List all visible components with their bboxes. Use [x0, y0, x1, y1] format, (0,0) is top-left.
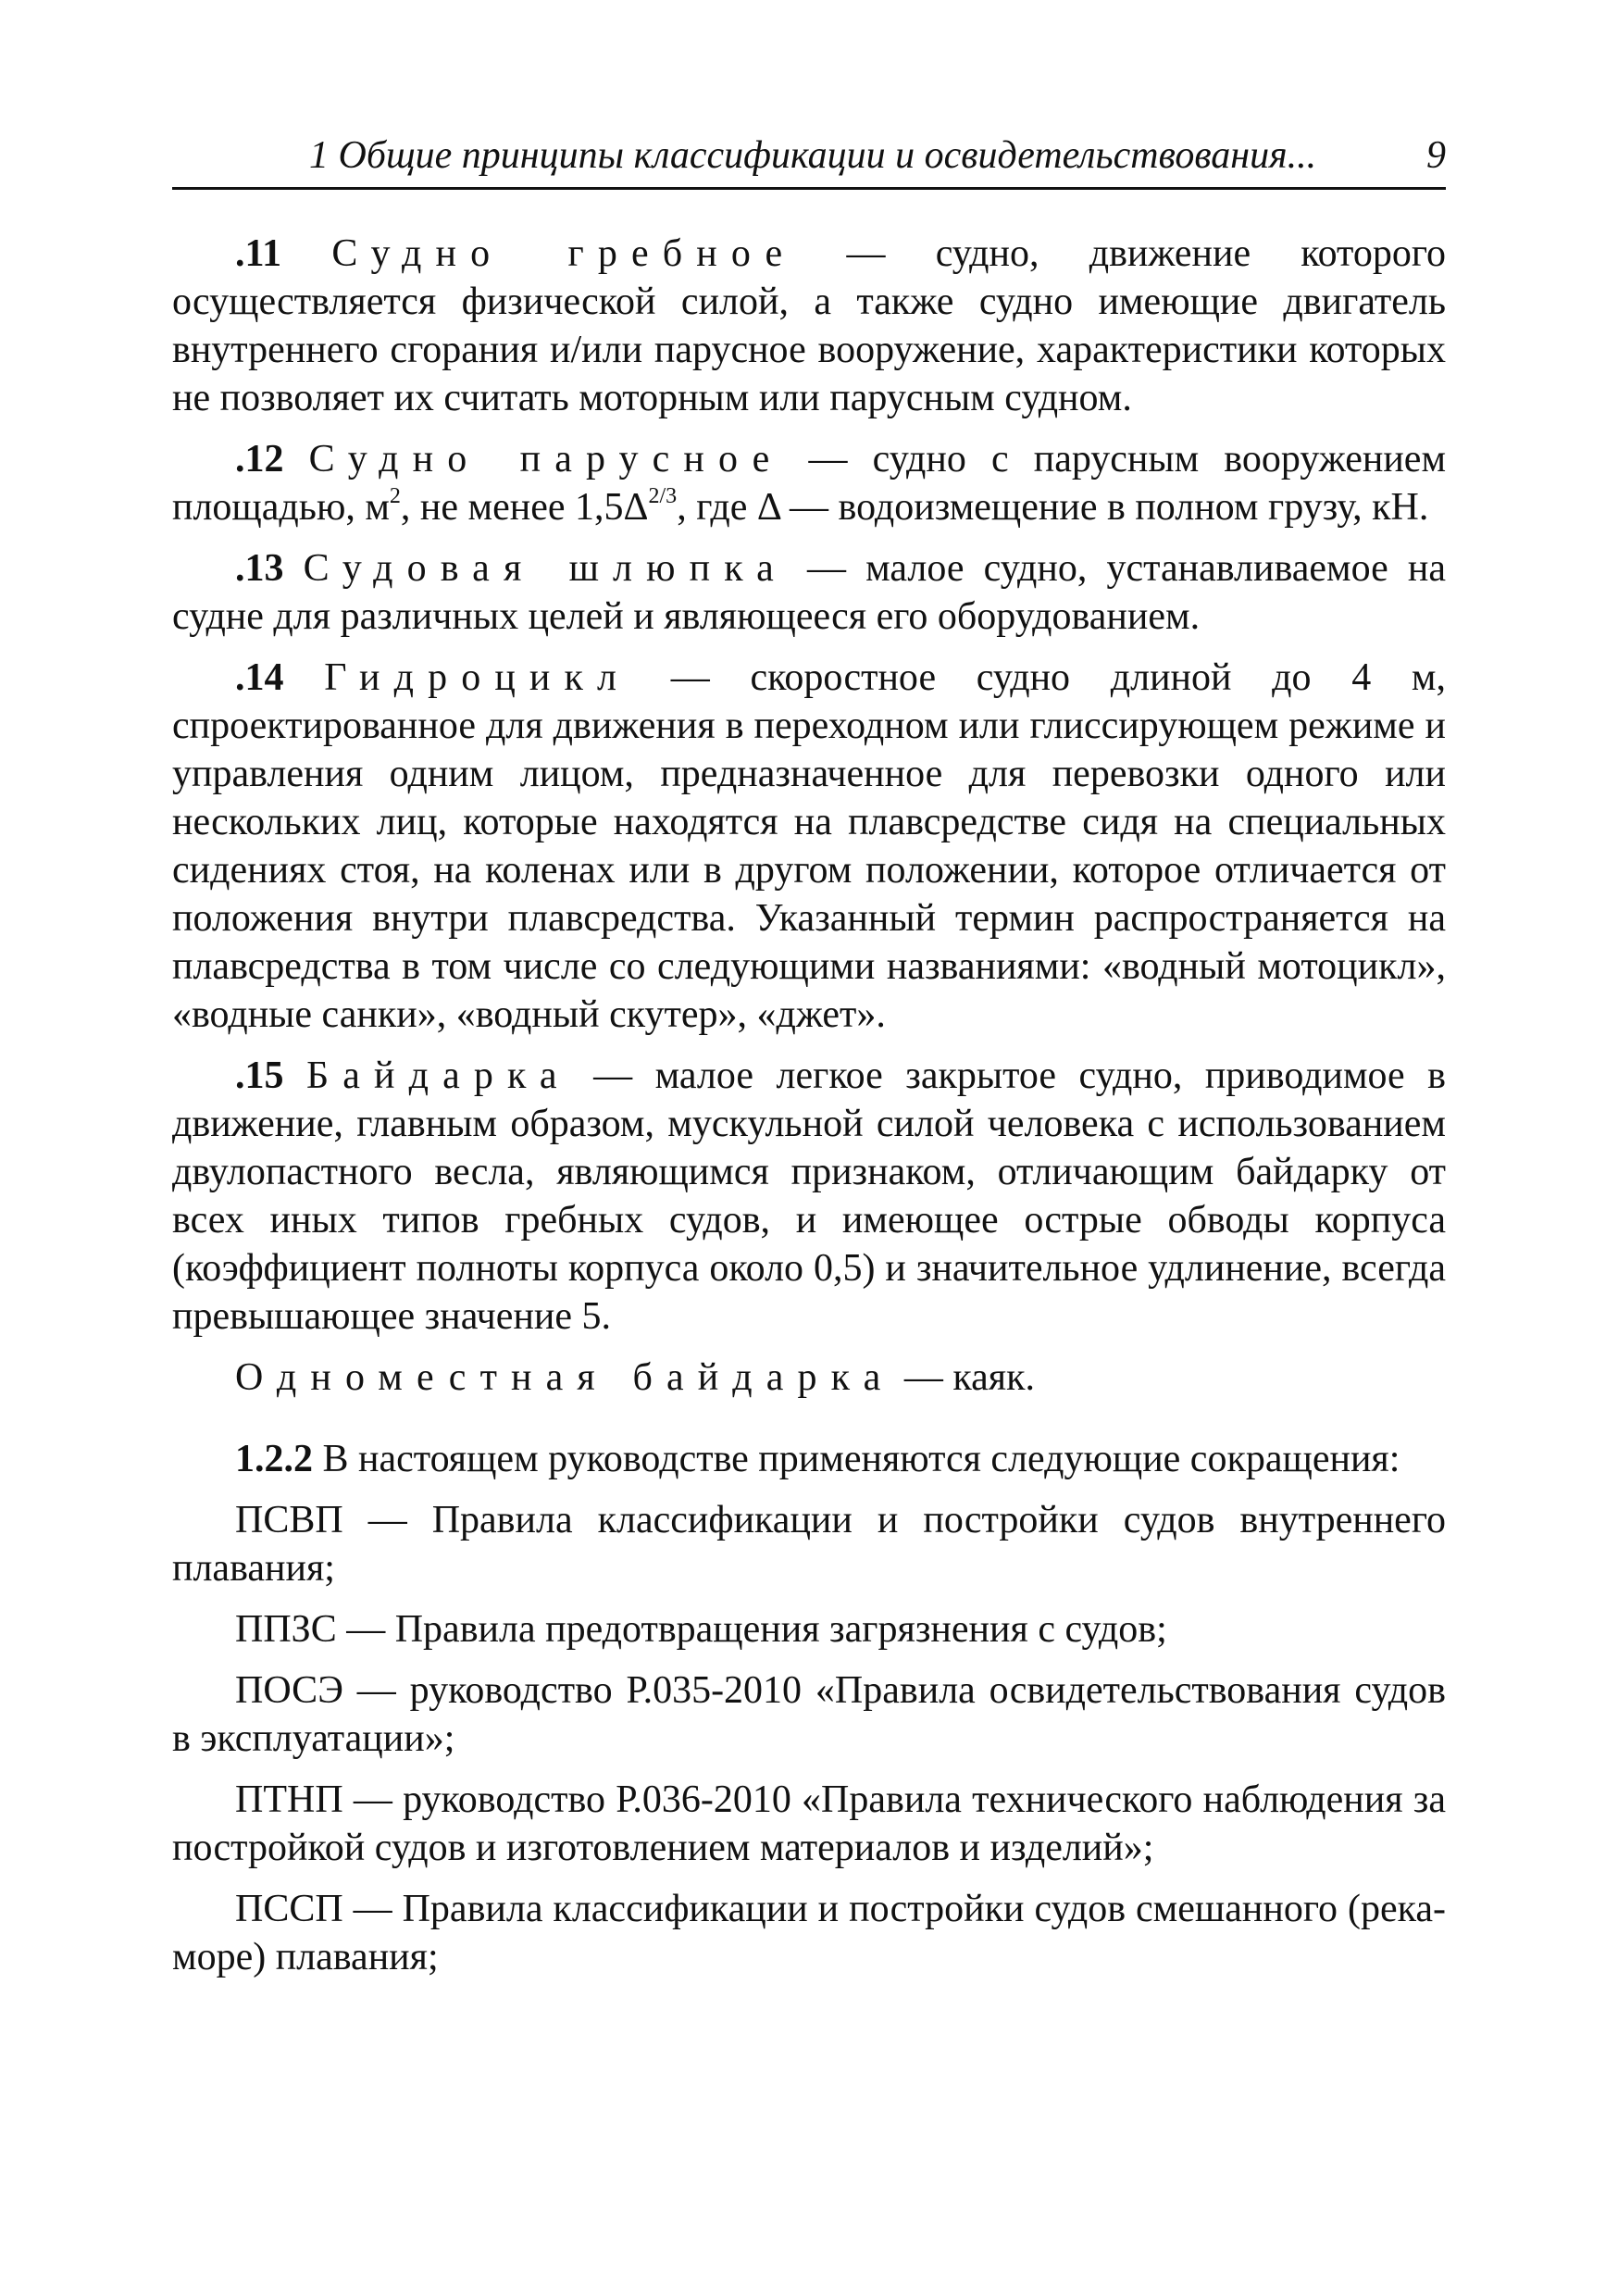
definition-12 [172, 435, 1446, 531]
item-number: .13 [235, 547, 284, 590]
document-body [172, 230, 1446, 1981]
abbreviation-item: ПОСЭ — руководство Р.035-2010 «Правила освидетельствования судов в эксплуатации»; [172, 1669, 1446, 1760]
abbreviation-item: ПСВП — Правила классификации и постройки судов внутреннего плавания; [172, 1499, 1446, 1590]
abbreviation-item: ПТНП — руководство Р.036-2010 «Правила технического наблюдения за постройкой судов и изготовлением материалов и изделий»; [172, 1778, 1446, 1869]
abbreviation-item: ППЗС — Правила предотвращения загрязнения с судов; [235, 1608, 1167, 1651]
definition-text: — скоростное судно длиной до 4 м, спроектированное для движения в переходном или глиссирующем режиме и управления одним лицом, предназначенное для перевозки одного или нескольких лиц, которые находятся на плавсредстве сидя на специальных сидениях стоя, на коленах или в другом положении, которое отличается от положения внутри плавсредства. Указанный термин распространяется на плавсредства в том числе со следующими названиями: «водный мотоцикл», «водные санки», «водный скутер», «джет». [172, 656, 1446, 1036]
section-1-2-2 [172, 1435, 1446, 1483]
section-text: В настоящем руководстве применяются следующие сокращения: [313, 1438, 1400, 1480]
definition-text: — судно, движение которого осуществляется физической силой, а также судно имеющие двигатель внутреннего сгорания и/или парусное вооружение, характеристики которых не позволяет их считать моторным или парусным судном. [172, 232, 1447, 419]
definition-text: — судно с парусным вооружением площадью, м [172, 438, 1447, 529]
superscript: 2 [389, 484, 401, 508]
definition-13 [172, 544, 1446, 641]
item-number: .14 [235, 656, 284, 699]
definition-11 [172, 230, 1446, 422]
definition-text: — малое судно, устанавливаемое на судне для различных целей и являющееся его оборудованием. [172, 547, 1446, 638]
definition-text: , где Δ — водоизмещение в полном грузу, кН. [677, 486, 1429, 529]
definition-text: — каяк. [894, 1356, 1035, 1399]
document-page [172, 0, 1446, 2296]
definition-text: , не менее 1,5Δ [400, 486, 649, 529]
definition-14 [172, 654, 1446, 1039]
superscript: 2/3 [648, 484, 678, 508]
definition-15 [172, 1052, 1446, 1341]
defined-term: Одноместная байдарка [235, 1356, 895, 1399]
defined-term: Судно гребное [331, 232, 797, 275]
defined-term: Гидроцикл [324, 656, 631, 699]
section-number: 1.2.2 [235, 1438, 313, 1480]
header-title: 1 Общие принципы классификации и освидетельствования... [309, 134, 1317, 177]
defined-term: Байдарка [306, 1054, 571, 1097]
item-number: .12 [235, 438, 284, 480]
running-header [172, 130, 1446, 190]
defined-term: Судовая шлюпка [303, 547, 788, 590]
definition-kayak [172, 1354, 1446, 1402]
page-number: 9 [1426, 134, 1446, 177]
definition-text: — малое легкое закрытое судно, приводимое в движение, главным образом, мускульной силой человека с использованием двулопастного весла, являющимся признаком, отличающим байдарку от всех иных типов гребных судов, и имеющее острые обводы корпуса (коэффициент полноты корпуса около 0,5) и значительное удлинение, всегда превышающее значение 5. [172, 1054, 1447, 1338]
defined-term: Судно парусное [308, 438, 784, 480]
item-number: .11 [235, 232, 282, 275]
abbreviation-item: ПССП — Правила классификации и постройки судов смешанного (река-море) плавания; [172, 1888, 1446, 1978]
item-number: .15 [235, 1054, 284, 1097]
